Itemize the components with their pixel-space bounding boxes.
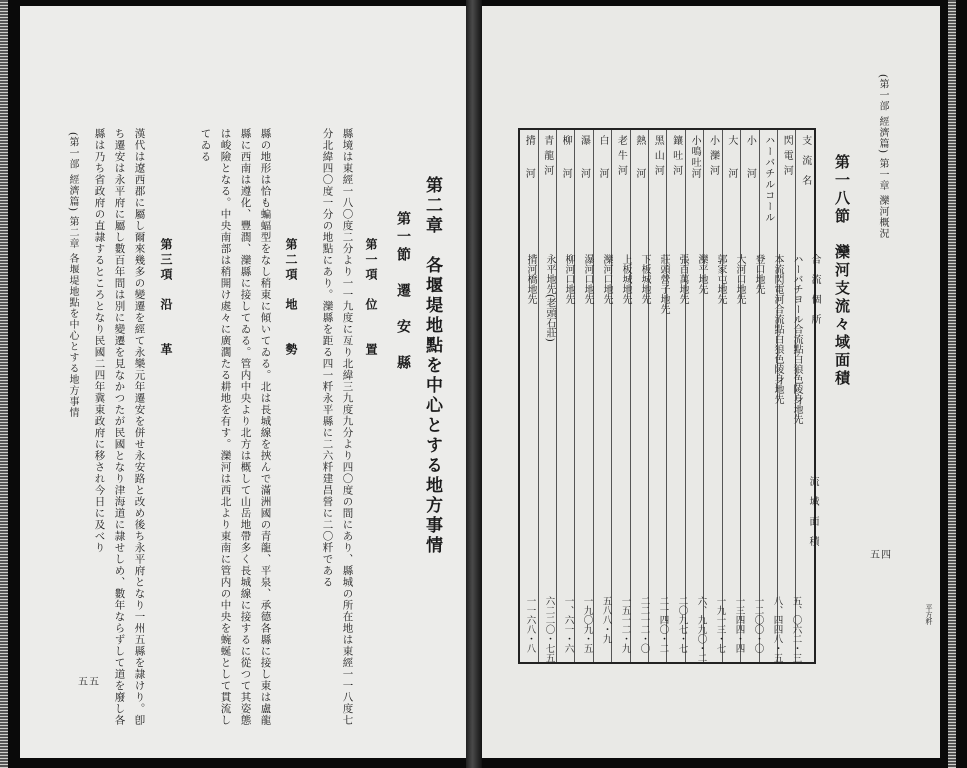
- area-cell: 一三四四・四: [733, 596, 745, 653]
- place-cell: 灤河口地先: [601, 254, 612, 304]
- table-header: 支流名: [796, 129, 815, 663]
- item3-title: 第三項 沿 革: [159, 238, 173, 358]
- table-row: ハーバチルコール: [759, 129, 777, 663]
- page-edge-left: [0, 0, 8, 768]
- place-cell: 本流閃電河合流點白狼色陵身地先: [772, 254, 783, 404]
- body-line: ち遷安は永平府に屬し數百年間は別に變遷を見なかつたが民國となり津海道に隷せしめ、數年ならずして道を廢し各: [113, 128, 126, 726]
- place-cell: 郭家屯地先: [715, 254, 726, 304]
- table-row: 大 河: [722, 129, 740, 663]
- place-cell: 下板城地先: [639, 254, 650, 304]
- table-row: 小鳴吐河: [685, 129, 703, 663]
- page-edge-right: [948, 0, 956, 768]
- area-cell: 一五一二・九: [619, 596, 631, 653]
- area-cell: 二二一二・〇: [638, 596, 650, 653]
- place-cell: 灤平地先: [696, 254, 707, 294]
- table-row: 閃 電 河: [777, 129, 795, 663]
- area-cell: 一一六八・八: [524, 596, 536, 653]
- place-cell: 莊頭營子地先: [658, 254, 669, 314]
- table-row: 青 龍 河: [538, 129, 556, 663]
- body-line: 縣は乃ち省政府の直隷するところとなり民國二四年冀東政府に移され今日に及べり: [93, 128, 106, 554]
- table-row: 小 灤 河: [704, 129, 722, 663]
- table-row: 白 河: [593, 129, 611, 663]
- running-head: (第一部 經濟篇) 第一章 灤河概況: [877, 74, 888, 240]
- unit-label: 平方粁: [925, 604, 933, 625]
- area-cell: 五、〇六二・三: [790, 596, 802, 663]
- chapter-title: 第二章 各堰堤地點を中心とする地方事情: [422, 176, 442, 556]
- place-cell: 揹河橋地先: [525, 254, 536, 304]
- body-line: 縣の地形は恰も蝙蝠型をなし稍東に傾いてゐる。北は長城線を挾んで滿洲國の青龍、平泉、承德各縣に接し東は盧龍: [259, 128, 272, 726]
- place-cell: 張百萬地先: [677, 254, 688, 304]
- table-row: 瀑 河: [575, 129, 593, 663]
- table-row: 黑 山 河: [649, 129, 667, 663]
- item1-title: 第一項 位 置: [364, 238, 378, 358]
- section-title: 第一節 遷 安 縣: [395, 211, 411, 373]
- table-row: 熱 河: [630, 129, 648, 663]
- table-row: 揹 河: [519, 129, 538, 663]
- place-cell: 柳河口地先: [563, 254, 574, 304]
- area-cell: 一二〇〇・〇: [752, 596, 764, 653]
- body-line: 分北緯四〇度一分の地點にあり。灤縣を距る四一粁永平縣に二六粁建昌營に二〇粁である: [321, 128, 334, 588]
- header-place: 合流個所: [809, 254, 820, 334]
- page-number: 五五: [78, 677, 100, 688]
- table-row: 柳 河: [556, 129, 574, 663]
- body-line: 縣に西南は遵化、豐潤、灤縣に接してゐる。管内中央より北方は概して山岳地帶多く長城線に接するに從つて其姿態: [239, 128, 252, 726]
- place-cell: 大河口地先: [734, 254, 745, 304]
- area-cell: 一九〇九・五: [581, 596, 593, 653]
- section-title: 第一八節 灤河支流々域面積: [833, 154, 851, 388]
- running-head: (第一部 經濟篇) 第二章 各堰堤地點を中心とする地方事情: [67, 132, 78, 419]
- area-cell: 二一四〇・二: [657, 596, 669, 653]
- area-cell: 五八八・九: [600, 596, 612, 644]
- place-cell: 瀑河口地先: [582, 254, 593, 304]
- page-number: 五四: [870, 550, 892, 561]
- place-cell: 永平地先(老頭石莊): [544, 254, 555, 342]
- item2-title: 第二項 地 勢: [284, 238, 298, 358]
- table-row: 鑲 吐 河: [667, 129, 685, 663]
- area-cell: 六二二〇・七五: [543, 596, 555, 663]
- place-cell: ハーバチヨール合流點白狼色陵身地先: [791, 254, 802, 424]
- place-cell: 上板城地先: [620, 254, 631, 304]
- table-row: 小 河: [741, 129, 759, 663]
- area-cell: 六、九九〇・二: [695, 596, 707, 663]
- area-cell: 一九一三・七: [714, 596, 726, 653]
- left-page: [20, 6, 466, 758]
- right-page: [482, 6, 940, 758]
- body-line: 漢代は遼西郡に屬し爾來幾多の變遷を經て永樂元年遷安を併せ永安路と改め後ち永平府となり一州五縣を隷けり。卽: [133, 128, 146, 726]
- area-cell: 八、四四八・五: [771, 596, 783, 663]
- book-gutter: [466, 0, 482, 768]
- body-line: てゐる: [199, 128, 212, 163]
- body-line: 縣境は東經一八〇度二分より一一九度に亙り北緯三九度九分より四〇度の間にあり、縣城の所在地は東經一一八度七: [341, 128, 354, 726]
- area-cell: 一、六一・六: [562, 596, 574, 653]
- table-row: 老 牛 河: [612, 129, 630, 663]
- area-cell: 二〇九七・七: [676, 596, 688, 653]
- body-line: は峻險となる。中央南部は稍開け處々に廣濶たる耕地を有す。灤河は西北より東南に管内の中央を蜿蜒として貫流し: [219, 128, 232, 726]
- place-cell: 登口地先: [753, 254, 764, 294]
- header-area: 流域面積: [807, 476, 818, 556]
